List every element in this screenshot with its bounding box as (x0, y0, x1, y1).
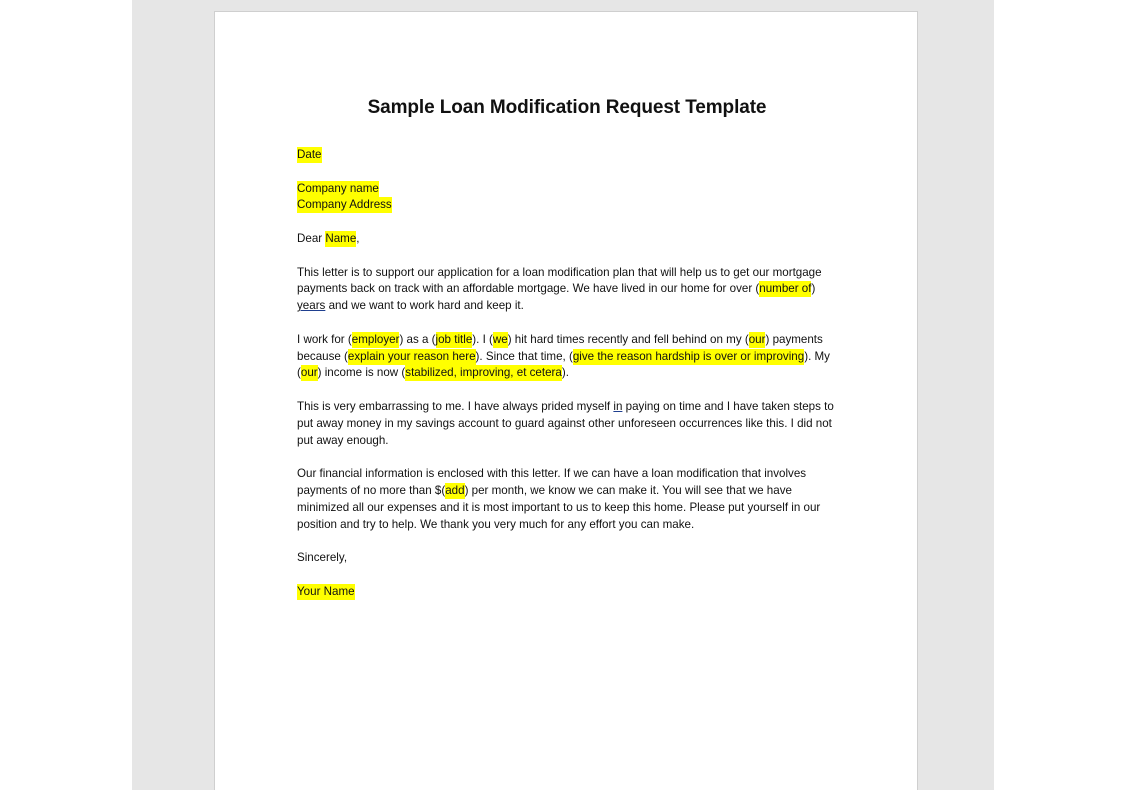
salutation-suffix: , (356, 231, 360, 245)
paragraph-3 (297, 399, 837, 449)
text-run: paying on time and I have taken steps to put away money in my savings account to guard against other unforeseen occurrences like this. I did not put away enough. (297, 399, 834, 447)
text-run: ) per month, we know we can make it. You will see that we have minimized all our expenses and it is most important to us to keep this home. Please put yourself in our position and try to help. We thank you very much for any effort you can make. (297, 483, 821, 531)
we-placeholder: we (492, 332, 508, 346)
company-name-placeholder: Company name (297, 181, 379, 195)
reason-placeholder: explain your reason here (347, 349, 476, 363)
company-address-line (297, 197, 837, 214)
text-run: ) hit hard times recently and fell behind on my ( (507, 332, 749, 346)
text-run: ) income is now ( (317, 366, 406, 380)
company-name-line (297, 181, 837, 198)
text-run: ). Since that time, ( (475, 349, 573, 363)
paragraph-4 (297, 466, 837, 533)
signature-placeholder: Your Name (297, 584, 355, 598)
text-run: ). My ( (297, 349, 830, 380)
text-run: ) (811, 282, 816, 296)
text-run: ). (561, 366, 569, 380)
salutation (297, 231, 837, 248)
employer-placeholder: employer (351, 332, 400, 346)
text-run: and we want to work hard and keep it. (325, 299, 524, 313)
document-page (214, 11, 918, 790)
date-placeholder: Date (297, 148, 322, 161)
text-run: This letter is to support our application for a loan modification plan that will help us to get our mortgage payments back on track with an affordable mortgage. We have lived in our home for over ( (297, 265, 822, 296)
amount-placeholder: add (445, 483, 465, 497)
years-count-placeholder: number of (759, 282, 812, 296)
document-title: Sample Loan Modification Request Template (367, 97, 767, 118)
paragraph-1 (297, 265, 837, 315)
letter-body (297, 95, 837, 617)
proofing-flag-in: in (613, 399, 623, 413)
our-income-placeholder: our (300, 366, 318, 380)
signature-line (297, 584, 837, 601)
text-run: This is very embarrassing to me. I have always prided myself (297, 399, 614, 413)
salutation-prefix: Dear (297, 231, 326, 245)
paragraph-2 (297, 332, 837, 382)
proofing-flag-years: years (297, 299, 326, 313)
text-run: ) payments because ( (297, 332, 823, 363)
text-run: I work for ( (297, 332, 352, 346)
text-run: ) as a ( (399, 332, 436, 346)
document-canvas (132, 0, 994, 790)
text-run: ). I ( (472, 332, 493, 346)
company-address-placeholder: Company Address (297, 198, 392, 212)
job-title-placeholder: job title (435, 332, 473, 346)
our-placeholder: our (748, 332, 766, 346)
closing: Sincerely, (297, 551, 348, 565)
income-status-placeholder: stabilized, improving, et cetera (405, 366, 562, 380)
name-placeholder: Name (325, 231, 357, 245)
text-run: Our financial information is enclosed with this letter. If we can have a loan modification that involves payments of no more than $( (297, 467, 807, 497)
hardship-improving-placeholder: give the reason hardship is over or improving (572, 349, 805, 363)
date-line (297, 147, 837, 164)
